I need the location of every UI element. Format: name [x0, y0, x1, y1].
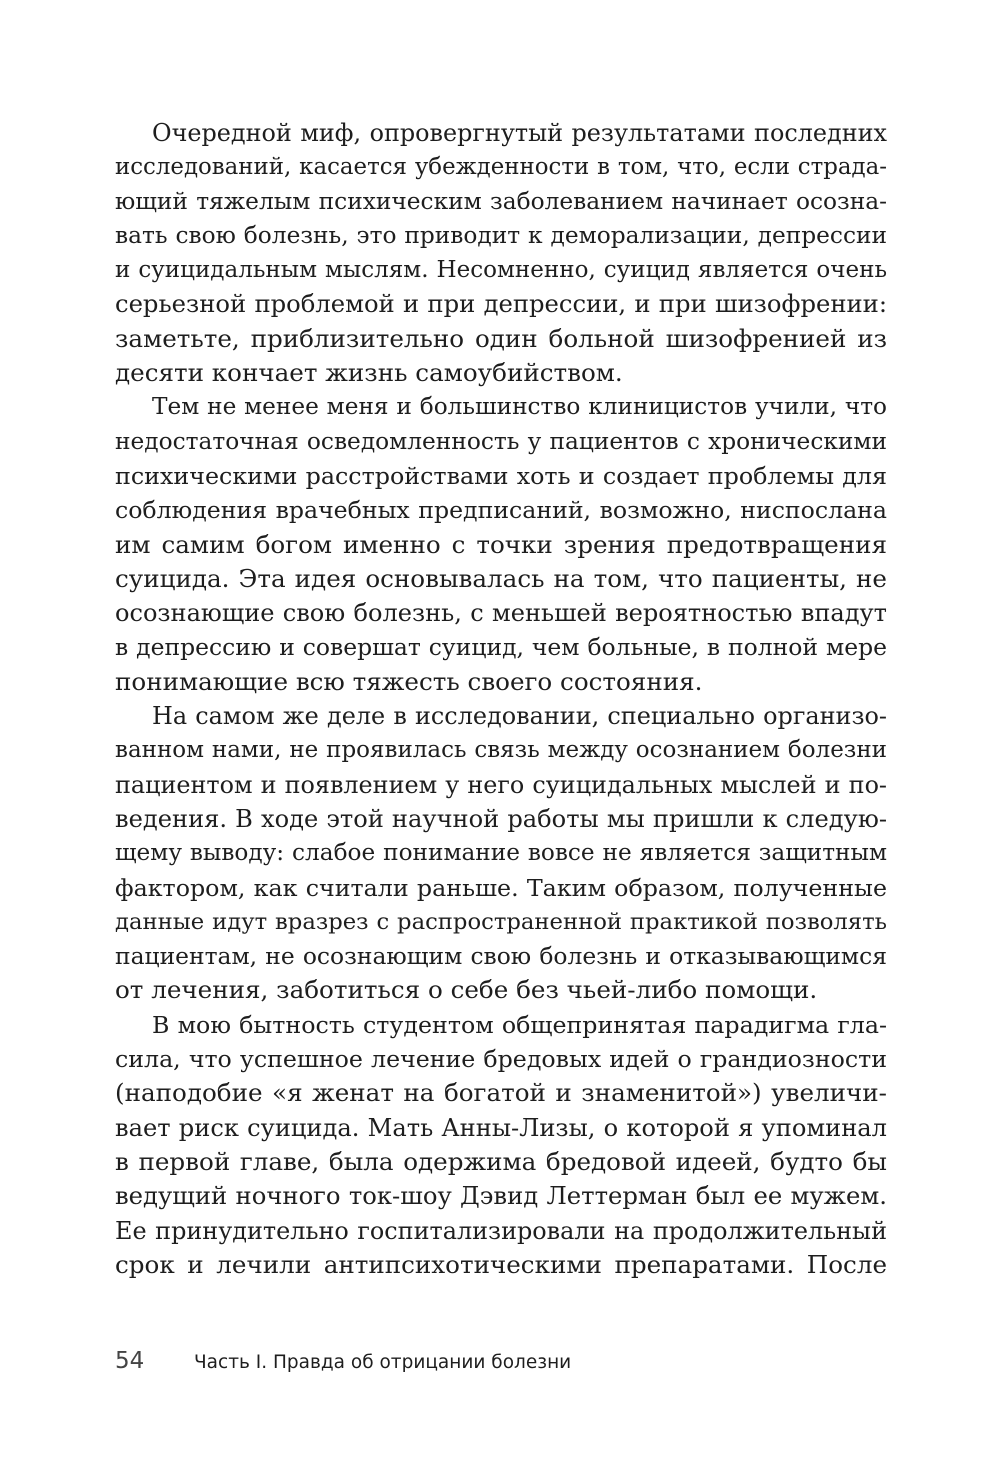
text-line: (наподобие «я женат на богатой и знаменитой») увеличи- [115, 1078, 887, 1108]
text-line: осознающие свою болезнь, с меньшей вероятностью впадут [115, 599, 887, 628]
page-footer [115, 1348, 887, 1380]
text-line: суицида. Эта идея основывалась на том, что пациенты, не [115, 563, 887, 593]
paragraph [115, 116, 887, 390]
text-line: в депрессию и совершат суицид, чем больные, в полной мере [115, 633, 887, 662]
text-line: На самом же деле в исследовании, специально организо- [152, 702, 887, 731]
text-line: вает риск суицида. Мать Анны-Лизы, о которой я упоминал [115, 1113, 887, 1142]
text-line: фактором, как считали раньше. Таким образом, полученные [115, 873, 887, 902]
text-line: психическими расстройствами хоть и создает проблемы для [115, 461, 887, 490]
running-title: Часть I. Правда об отрицании болезни [194, 1352, 572, 1373]
paragraph [115, 699, 887, 1008]
text-line: щему выводу: слабое понимание вовсе не является защитным [115, 839, 887, 867]
text-line: ведения. В ходе этой научной работы мы пришли к следую- [115, 804, 887, 833]
paragraph [115, 1008, 887, 1282]
text-line: вать свою болезнь, это приводит к деморализации, депрессии [115, 221, 887, 249]
body-text [115, 116, 887, 1282]
text-line: сила, что успешное лечение бредовых идей о грандиозности [115, 1045, 887, 1074]
text-line: в первой главе, была одержима бредовой идеей, будто бы [115, 1146, 887, 1176]
text-line: недостаточная осведомленность у пациентов с хроническими [115, 427, 887, 455]
text-line: пациентам, не осознающим свою болезнь и отказывающимся [115, 942, 887, 971]
text-line: данные идут вразрез с распространенной практикой позволять [115, 908, 887, 935]
text-line: понимающие всю тяжесть своего состояния. [115, 666, 703, 696]
text-line: серьезной проблемой и при депрессии, и при шизофрении: [115, 289, 887, 319]
text-line: соблюдения врачебных предписаний, возможно, ниспослана [115, 496, 887, 525]
page-number: 54 [115, 1348, 145, 1374]
text-line: ющий тяжелым психическим заболеванием начинает осозна- [115, 187, 887, 215]
text-line: Тем не менее меня и большинство клиницистов учили, что [152, 393, 887, 421]
text-line: десяти кончает жизнь самоубийством. [115, 358, 623, 388]
text-line: ванном нами, не проявилась связь между осознанием болезни [115, 737, 887, 764]
paragraph [115, 390, 887, 699]
text-line: им самим богом именно с точки зрения предотвращения [115, 529, 887, 559]
text-line: пациентом и появлением у него суицидальных мыслей и по- [115, 770, 887, 799]
text-line: Очередной миф, опровергнутый результатами последних [152, 119, 887, 147]
text-line: Ее принудительно госпитализировали на продолжительный [115, 1216, 887, 1245]
text-line: и суицидальным мыслям. Несомненно, суицид является очень [115, 257, 887, 284]
text-line: заметьте, приблизительно один больной шизофренией из [115, 323, 887, 353]
text-line: ведущий ночного ток-шоу Дэвид Леттерман был ее мужем. [115, 1181, 887, 1211]
text-line: исследований, касается убежденности в том, что, если страда- [115, 154, 887, 181]
text-line: В мою бытность студентом общепринятая парадигма гла- [152, 1010, 887, 1039]
text-line: от лечения, заботиться о себе без чьей-либо помощи. [115, 975, 818, 1005]
text-line: срок и лечили антипсихотическими препаратами. После [115, 1249, 887, 1279]
